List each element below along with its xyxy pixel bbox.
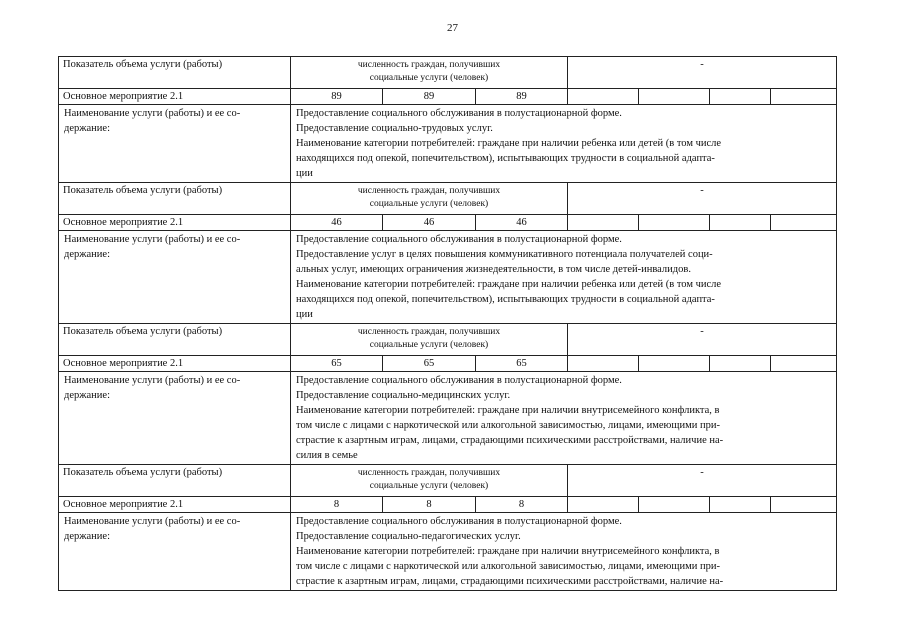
service-description: Предоставление социального обслуживания в полустационарной форме. Предоставление социально-трудовых услуг. Наименование категории потребителей: граждане при наличии ребенка или детей (в том числе находящихся под опекой, попечительством), испытывающих трудности в социальной адапта- ции	[291, 105, 837, 183]
event-row	[59, 356, 837, 372]
page-number: 27	[447, 22, 458, 34]
event-value: 65	[383, 356, 476, 372]
service-label: Наименование услуги (работы) и ее со- держание:	[59, 513, 291, 591]
indicator-unit: численность граждан, получивших социальные услуги (человек)	[291, 465, 568, 497]
service-description: Предоставление социального обслуживания в полустационарной форме. Предоставление социально-медицинских услуг. Наименование категории потребителей: граждане при наличии внутрисемейного конфликта, в том числе с лицами с наркотической или алкогольной зависимостью, лицами, имеющими при- страстие к азартным играм, лицами, страдающими психическими расстройствами, наличие на- силия в семье	[291, 372, 837, 465]
services-table	[58, 56, 837, 591]
service-description: Предоставление социального обслуживания в полустационарной форме. Предоставление услуг в целях повышения коммуникативного потенциала получателей соци- альных услуг, имеющих ограничения жизнедеятельности, в том числе детей-инвалидов. Наименование категории потребителей: граждане при наличии ребенка или детей (в том числе находящихся под опекой, попечительством), испытывающих трудности в социальной адапта- ции	[291, 231, 837, 324]
event-value: 65	[476, 356, 568, 372]
services-table-container	[58, 56, 836, 591]
empty-cell	[639, 356, 710, 372]
event-value: 65	[291, 356, 383, 372]
indicator-unit: численность граждан, получивших социальные услуги (человек)	[291, 183, 568, 215]
indicator-value: -	[568, 183, 837, 215]
service-label: Наименование услуги (работы) и ее со- держание:	[59, 231, 291, 324]
service-row	[59, 513, 837, 591]
empty-cell	[771, 497, 837, 513]
service-row	[59, 372, 837, 465]
event-value: 89	[383, 89, 476, 105]
indicator-label: Показатель объема услуги (работы)	[59, 465, 291, 497]
indicator-row	[59, 57, 837, 89]
indicator-label: Показатель объема услуги (работы)	[59, 324, 291, 356]
event-label: Основное мероприятие 2.1	[59, 497, 291, 513]
indicator-value: -	[568, 324, 837, 356]
event-value: 8	[476, 497, 568, 513]
indicator-row	[59, 324, 837, 356]
event-row	[59, 89, 837, 105]
service-label: Наименование услуги (работы) и ее со- держание:	[59, 105, 291, 183]
empty-cell	[771, 356, 837, 372]
event-label: Основное мероприятие 2.1	[59, 356, 291, 372]
service-row	[59, 105, 837, 183]
event-row	[59, 497, 837, 513]
event-value: 46	[476, 215, 568, 231]
service-label: Наименование услуги (работы) и ее со- держание:	[59, 372, 291, 465]
indicator-unit: численность граждан, получивших социальные услуги (человек)	[291, 57, 568, 89]
empty-cell	[710, 215, 771, 231]
empty-cell	[568, 215, 639, 231]
empty-cell	[639, 497, 710, 513]
indicator-row	[59, 183, 837, 215]
event-value: 46	[383, 215, 476, 231]
event-value: 89	[291, 89, 383, 105]
event-value: 8	[383, 497, 476, 513]
indicator-label: Показатель объема услуги (работы)	[59, 57, 291, 89]
empty-cell	[771, 215, 837, 231]
empty-cell	[710, 497, 771, 513]
empty-cell	[639, 89, 710, 105]
empty-cell	[568, 89, 639, 105]
event-value: 46	[291, 215, 383, 231]
event-row	[59, 215, 837, 231]
service-row	[59, 231, 837, 324]
event-label: Основное мероприятие 2.1	[59, 215, 291, 231]
indicator-value: -	[568, 57, 837, 89]
empty-cell	[639, 215, 710, 231]
indicator-label: Показатель объема услуги (работы)	[59, 183, 291, 215]
indicator-value: -	[568, 465, 837, 497]
event-label: Основное мероприятие 2.1	[59, 89, 291, 105]
empty-cell	[710, 356, 771, 372]
empty-cell	[710, 89, 771, 105]
service-description: Предоставление социального обслуживания в полустационарной форме. Предоставление социально-педагогических услуг. Наименование категории потребителей: граждане при наличии внутрисемейного конфликта, в том числе с лицами с наркотической или алкогольной зависимостью, лицами, имеющими при- страстие к азартным играм, лицами, страдающими психическими расстройствами, наличие на-	[291, 513, 837, 591]
indicator-unit: численность граждан, получивших социальные услуги (человек)	[291, 324, 568, 356]
event-value: 89	[476, 89, 568, 105]
indicator-row	[59, 465, 837, 497]
empty-cell	[568, 497, 639, 513]
empty-cell	[568, 356, 639, 372]
event-value: 8	[291, 497, 383, 513]
empty-cell	[771, 89, 837, 105]
